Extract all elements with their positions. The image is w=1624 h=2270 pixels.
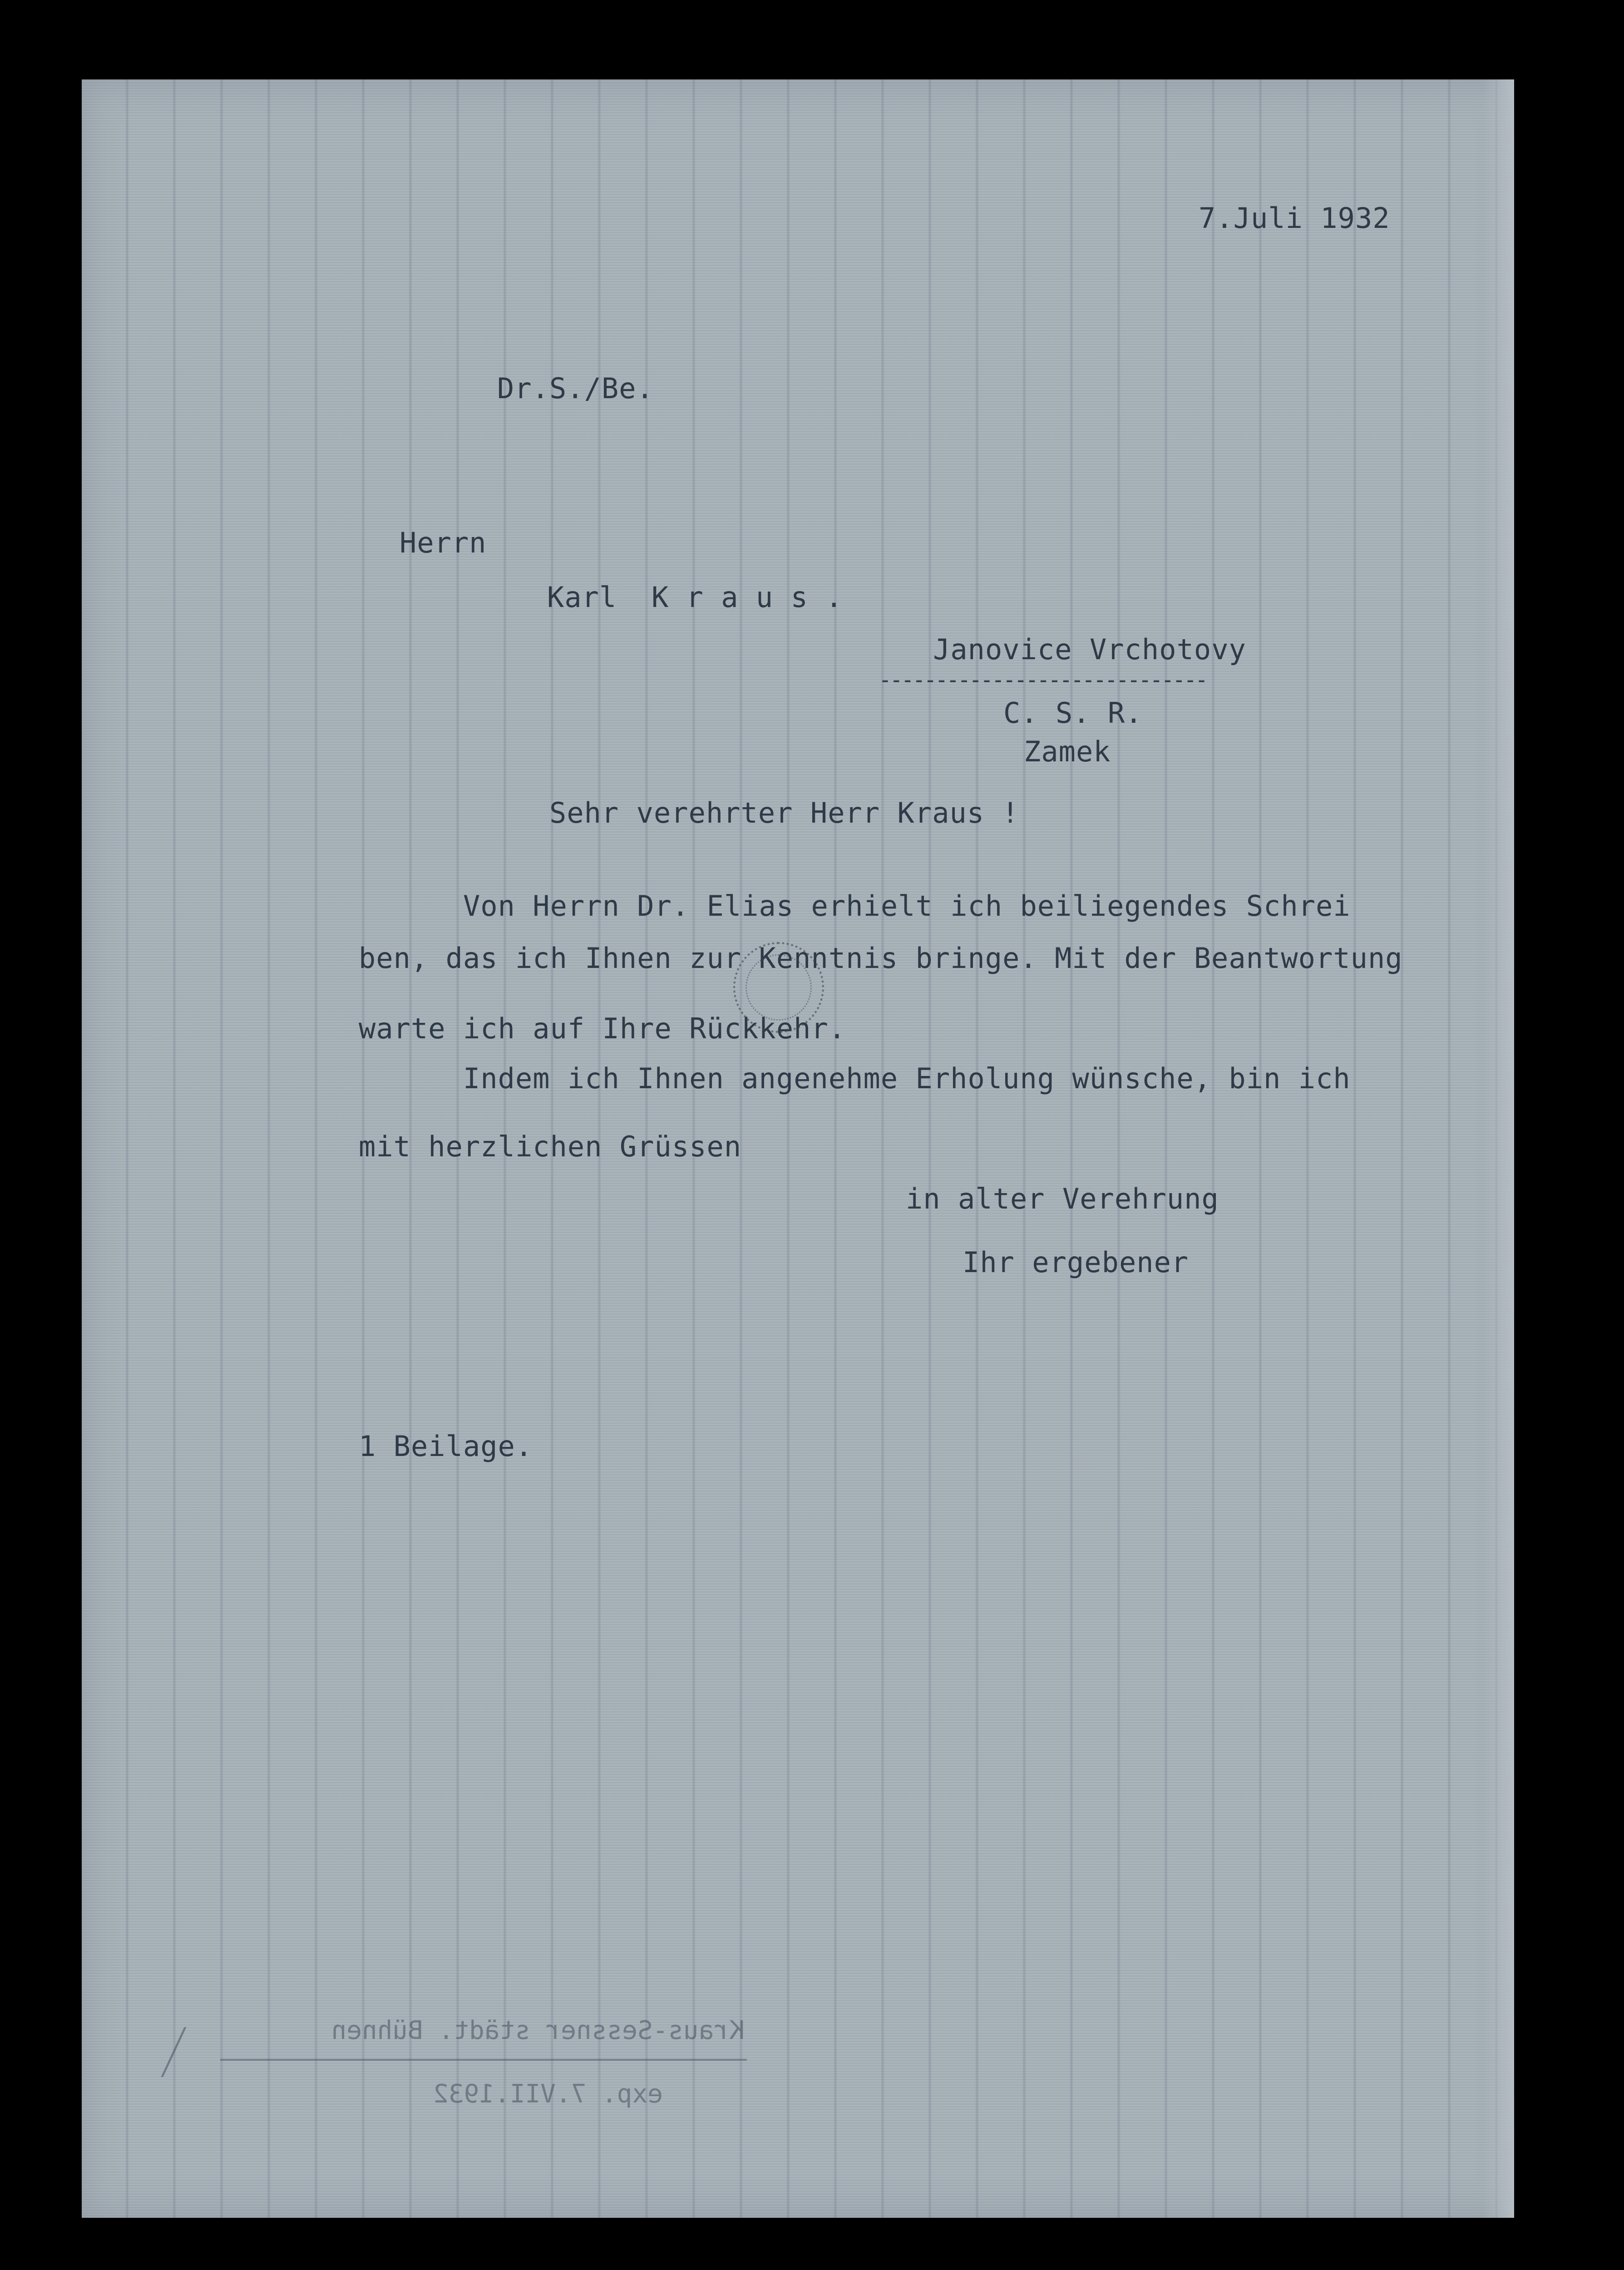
- address-underline: -----------------------------: [879, 667, 1207, 693]
- body-line-3: warte ich auf Ihre Rückkehr.: [359, 1012, 846, 1045]
- body-line-5: mit herzlichen Grüssen: [359, 1130, 742, 1163]
- address-line-3: Zamek: [1024, 735, 1111, 768]
- body-line-4: Indem ich Ihnen angenehme Erholung wünsche, bin ich: [463, 1062, 1351, 1095]
- reverse-note-line-1: Kraus-Sessner städt. Bühnen: [331, 2016, 745, 2045]
- greeting: Sehr verehrter Herr Kraus !: [549, 796, 1019, 829]
- recipient-title: Herrn: [400, 526, 487, 559]
- reference-code: Dr.S./Be.: [497, 372, 654, 405]
- closing-line-1: in alter Verehrung: [906, 1182, 1219, 1215]
- archive-stamp: [733, 942, 824, 1033]
- letter-sheet: [82, 79, 1514, 2218]
- address-line-1: Janovice Vrchotovy: [933, 633, 1246, 666]
- recipient-name: Karl K r a u s .: [547, 581, 843, 614]
- letter-date: 7.Juli 1932: [1199, 202, 1390, 235]
- reverse-note-line-2: exp. 7.VII.1932: [433, 2079, 663, 2109]
- address-line-2: C. S. R.: [1003, 696, 1143, 730]
- enclosure-note: 1 Beilage.: [359, 1430, 533, 1463]
- closing-line-2: Ihr ergebener: [963, 1246, 1189, 1279]
- body-line-2: ben, das ich Ihnen zur Kenntnis bringe. Mit der Beantwortung: [359, 942, 1403, 975]
- body-line-1: Von Herrn Dr. Elias erhielt ich beiliegendes Schrei: [463, 889, 1351, 923]
- reverse-note-rule: [220, 2059, 747, 2061]
